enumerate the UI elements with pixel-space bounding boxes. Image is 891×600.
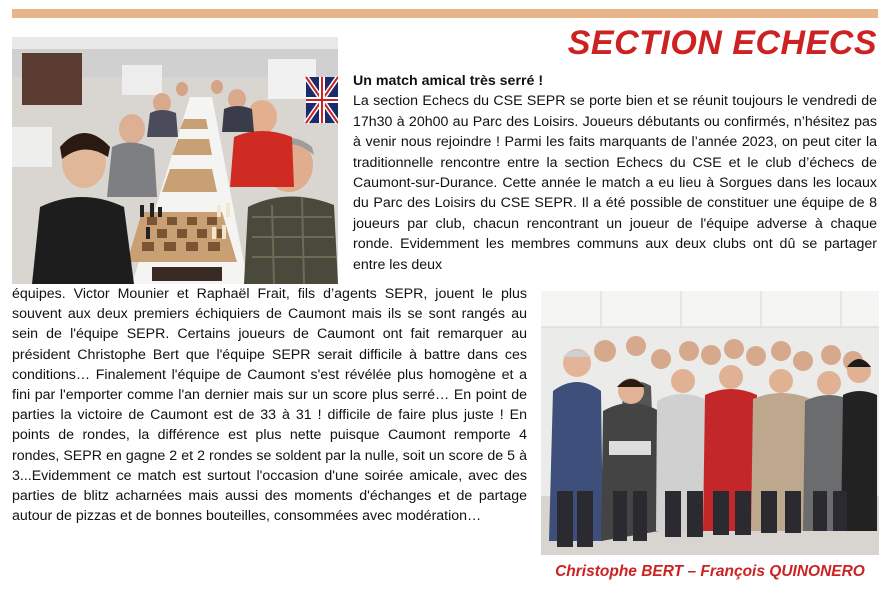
top-decorative-bar: [12, 9, 878, 18]
article-subtitle: Un match amical très serré !: [353, 73, 544, 89]
article-paragraph-bottom: équipes. Victor Mounier et Raphaël Frait, fils d’agents SEPR, jouent le plus souvent aux deux premiers échiquiers de Caumont mais ils se sont rangés au sein de l'équipe SEPR. Certains joueurs de Caumont ont fait remarquer au président Christophe Bert que l'équipe SEPR serait difficile à battre dans ces conditions… Finalement l'équipe de Caumont s'est révélée plus homogène et a fini par l'emporter comme l'an dernier mais sur un score plus serré… En point de parties la victoire de Caumont est de 33 à 31 ! difficile de faire plus juste ! En points de rondes, la différence est plus nette puisque Caumont remporte 4 rondes, SEPR en gagne 2 et 2 rondes se soldent par la nulle, soit un score de 5 à 3...Evidemment ce match est surtout l'occasion d'une soirée amicale, avec des parties de blitz acharnées mais aussi des moments d'échanges et de partage autour de pizzas et de bonnes bouteilles, consommées avec modération…: [12, 286, 527, 525]
photo-group-players: [541, 291, 879, 555]
article-top-text: [353, 71, 877, 275]
photo-chess-players: [12, 37, 338, 284]
article-paragraph-top: La section Echecs du CSE SEPR se porte bien et se réunit toujours le vendredi de 17h30 à 20h00 au Parc des Loisirs. Joueurs débutants ou confirmés, n’hésitez pas à venir nous rejoindre ! Parmi les faits marquants de l’année 2023, on peut citer la traditionnelle rencontre entre la section Echecs du CSE et le club d’échecs de Caumont-sur-Durance. Cette année le match a eu lieu à Sorgues dans les locaux du Parc des Loisirs du CSE SEPR. Il a été possible de constituer une équipe de 8 joueurs par club, chacun rencontrant un joueur de l'équipe adverse à chaque ronde. Evidemment les membres communs aux deux clubs ont dû se partager entre les deux: [353, 93, 877, 273]
article-bottom-text: [12, 284, 527, 526]
page-title: SECTION ECHECS: [567, 24, 877, 62]
photo-caption: Christophe BERT – François QUINONERO: [555, 563, 865, 580]
